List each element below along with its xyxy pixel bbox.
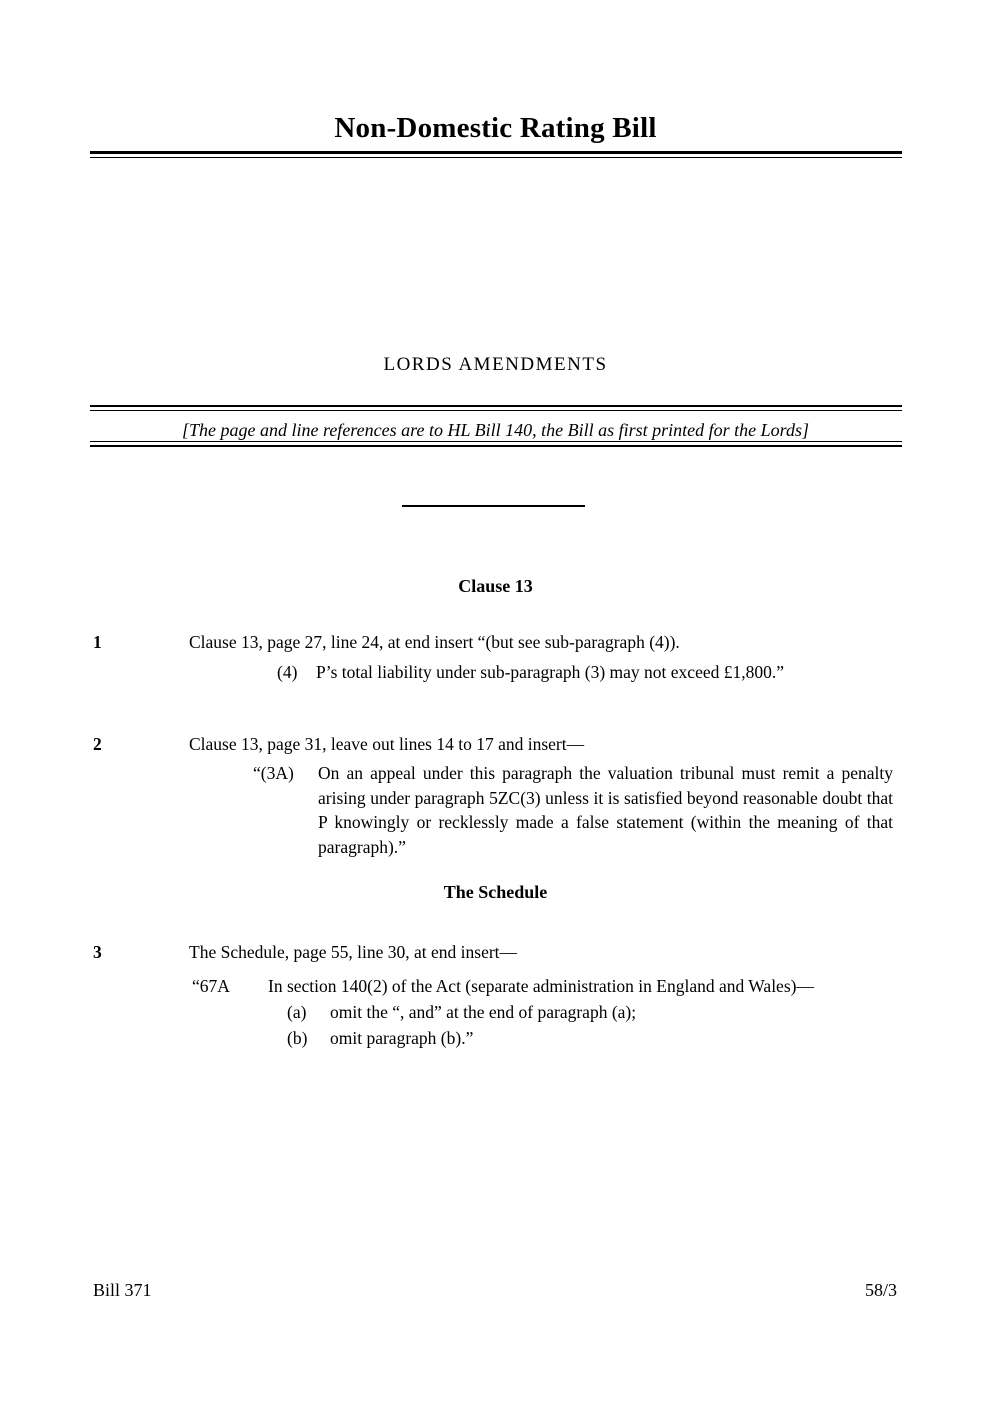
list-item-text: omit the “, and” at the end of paragraph (a); [330, 1002, 637, 1022]
amendment-instruction: Clause 13, page 27, line 24, at end insert “(but see sub-paragraph (4)). [189, 632, 680, 652]
sub-paragraph-marker: (4) [277, 662, 298, 682]
quoted-sub-paragraph [253, 761, 893, 859]
list-item-marker: (b) [287, 1028, 308, 1048]
amendment-number: 2 [93, 734, 102, 754]
clause-heading: Clause 13 [458, 576, 533, 596]
amendment-instruction: The Schedule, page 55, line 30, at end insert— [189, 942, 518, 962]
footer-session-number: 58/3 [864, 1280, 897, 1300]
reference-note-rule-top [90, 405, 902, 411]
sub-paragraph-text: On an appeal under this paragraph the valuation tribunal must remit a penalty arising under paragraph 5ZC(3) unless it is satisfied beyond reasonable doubt that P knowingly or recklessly made a false statement (within the meaning of that paragraph).” [318, 763, 893, 857]
lords-amendments-heading: LORDS AMENDMENTS [383, 354, 608, 375]
separator-rule [402, 505, 585, 507]
schedule-heading: The Schedule [443, 882, 548, 902]
amendment-number: 3 [93, 942, 102, 962]
reference-note: [The page and line references are to HL Bill 140, the Bill as first printed for the Lords] [182, 420, 809, 440]
list-item-marker: (a) [287, 1002, 307, 1022]
sub-paragraph-text: P’s total liability under sub-paragraph (3) may not exceed £1,800.” [316, 662, 784, 682]
amendment-instruction: Clause 13, page 31, leave out lines 14 to 17 and insert— [189, 734, 585, 754]
amendment-number: 1 [93, 632, 102, 652]
quoted-paragraph-text: In section 140(2) of the Act (separate administration in England and Wales)— [268, 976, 814, 996]
sub-paragraph-marker: “(3A) [253, 763, 294, 783]
footer-bill-number: Bill 371 [93, 1280, 152, 1300]
title-double-rule [90, 151, 902, 158]
quoted-paragraph-marker: “67A [192, 976, 230, 996]
list-item-text: omit paragraph (b).” [330, 1028, 474, 1048]
bill-title: Non-Domestic Rating Bill [334, 112, 657, 144]
reference-note-rule-bottom [90, 441, 902, 447]
